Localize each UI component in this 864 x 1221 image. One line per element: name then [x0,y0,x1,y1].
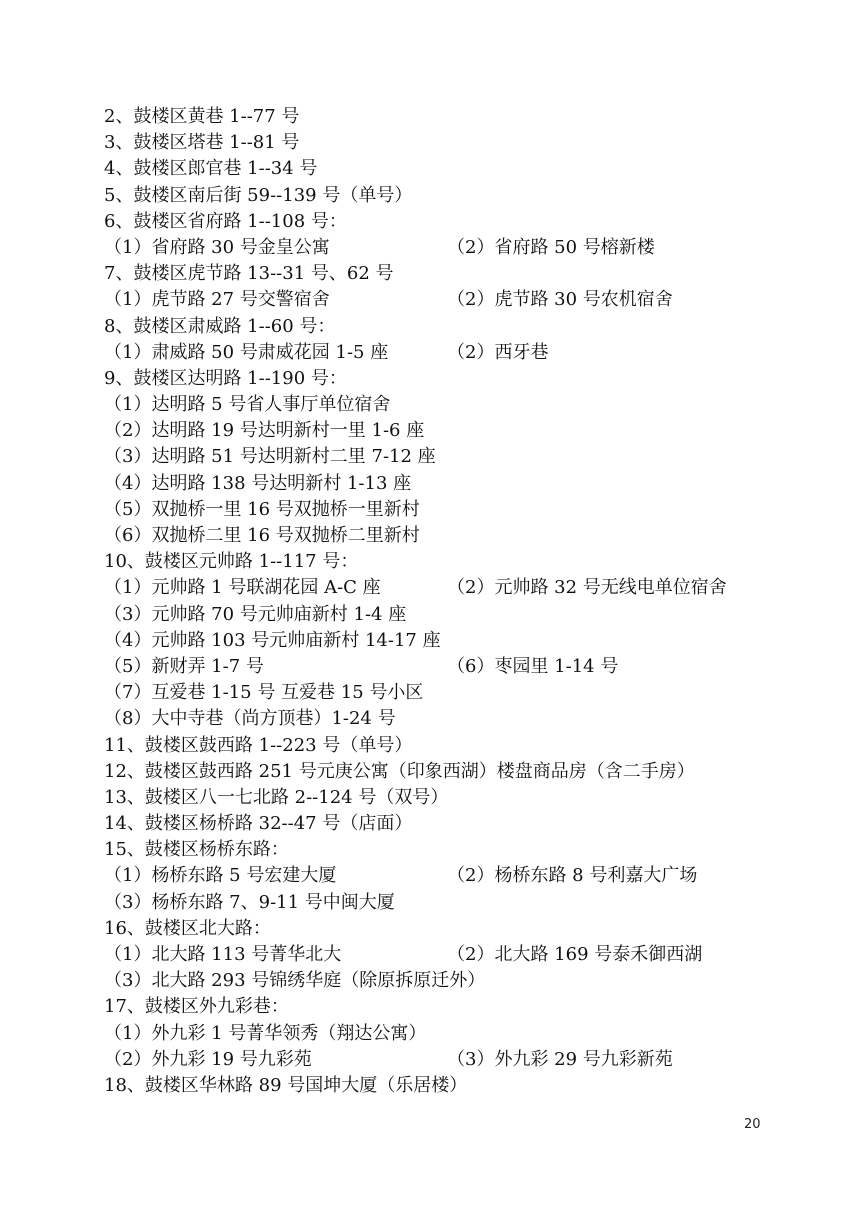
sub-item: （2）省府路 50 号榕新楼 [447,236,655,258]
sub-item-row [104,1047,824,1073]
sub-item: （6）双抛桥二里 16 号双抛桥二里新村 [104,525,420,546]
sub-item: （3）北大路 293 号锦绣华庭（除原拆原迁外） [104,970,486,992]
address-list [104,104,824,1099]
sub-item-row [104,575,824,601]
list-item: 5、鼓楼区南后街 59--139 号（单号） [104,184,413,206]
sub-item-row [104,968,824,994]
sub-item: （3）杨桥东路 7、9-11 号中闽大厦 [104,891,395,913]
sub-item-row [104,444,824,470]
sub-item: （1）外九彩 1 号菁华领秀（翔达公寓） [104,1022,427,1044]
sub-item-row [104,680,824,706]
sub-item: （5）双抛桥一里 16 号双抛桥一里新村 [104,498,420,520]
sub-item: （3）外九彩 29 号九彩新苑 [447,1048,673,1070]
list-item: 6、鼓楼区省府路 1--108 号： [104,210,347,232]
sub-item: （1）杨桥东路 5 号宏建大厦 [104,865,337,887]
page-number: 20 [744,1117,761,1132]
sub-item: （2）外九彩 19 号九彩苑 [104,1048,312,1070]
sub-item: （2）北大路 169 号泰禾御西湖 [447,944,703,965]
sub-item-row [104,471,824,497]
sub-item: （1）达明路 5 号省人事厅单位宿舍 [104,394,391,416]
sub-item-row [104,890,824,916]
list-item: 15、鼓楼区杨桥东路： [104,839,289,861]
sub-item: （8）大中寺巷（尚方顶巷）1-24 号 [104,708,396,730]
list-item: 8、鼓楼区肃威路 1--60 号： [104,315,336,337]
list-item: 13、鼓楼区八一七北路 2--124 号（双号） [104,786,449,808]
sub-item: （1）虎节路 27 号交警宿舍 [104,289,330,311]
list-item: 17、鼓楼区外九彩巷： [104,996,289,1018]
sub-item-row [104,418,824,444]
sub-item-row [104,235,824,261]
sub-item-row [104,654,824,680]
sub-item: （2）西牙巷 [447,341,549,363]
sub-item: （3）元帅路 70 号元帅庙新村 1-4 座 [104,603,407,625]
sub-item: （2）杨桥东路 8 号利嘉大广场 [447,865,698,887]
sub-item: （2）虎节路 30 号农机宿舍 [447,289,673,311]
sub-item-row [104,1021,824,1047]
list-item: 4、鼓楼区郎官巷 1--34 号 [104,158,318,180]
sub-item: （2）达明路 19 号达明新村一里 1-6 座 [104,420,425,442]
sub-item: （3）达明路 51 号达明新村二里 7-12 座 [104,446,436,468]
sub-item-row [104,523,824,549]
list-item: 12、鼓楼区鼓西路 251 号元庚公寓（印象西湖）楼盘商品房（含二手房） [104,760,695,782]
list-item: 7、鼓楼区虎节路 13--31 号、62 号 [104,263,394,285]
sub-item: （1）元帅路 1 号联湖花园 A-C 座 [104,577,381,599]
sub-item-row [104,497,824,523]
sub-item: （5）新财弄 1-7 号 [104,655,264,677]
sub-item-row [104,942,824,968]
sub-item-row [104,628,824,654]
sub-item: （2）元帅路 32 号无线电单位宿舍 [447,577,727,599]
sub-item: （1）北大路 113 号菁华北大 [104,944,342,965]
sub-item-row [104,863,824,889]
sub-item-row [104,706,824,732]
sub-item-row [104,602,824,628]
sub-item-row [104,287,824,313]
sub-item: （4）元帅路 103 号元帅庙新村 14-17 座 [104,629,441,651]
list-item: 10、鼓楼区元帅路 1--117 号： [104,551,359,573]
list-item: 11、鼓楼区鼓西路 1--223 号（单号） [104,734,413,756]
list-item: 3、鼓楼区塔巷 1--81 号 [104,132,300,154]
sub-item: （1）省府路 30 号金皇公寓 [104,236,330,258]
sub-item-row [104,392,824,418]
sub-item: （4）达明路 138 号达明新村 1-13 座 [104,472,412,494]
sub-item: （6）枣园里 1-14 号 [447,655,619,677]
list-item: 2、鼓楼区黄巷 1--77 号 [104,106,300,127]
sub-item: （1）肃威路 50 号肃威花园 1-5 座 [104,341,389,363]
list-item: 18、鼓楼区华林路 89 号国坤大厦（乐居楼） [104,1074,468,1096]
sub-item: （7）互爱巷 1-15 号 互爱巷 15 号小区 [104,682,424,704]
sub-item-row [104,340,824,366]
list-item: 14、鼓楼区杨桥路 32--47 号（店面） [104,813,413,835]
list-item: 9、鼓楼区达明路 1--190 号： [104,367,347,389]
list-item: 16、鼓楼区北大路： [104,917,271,939]
